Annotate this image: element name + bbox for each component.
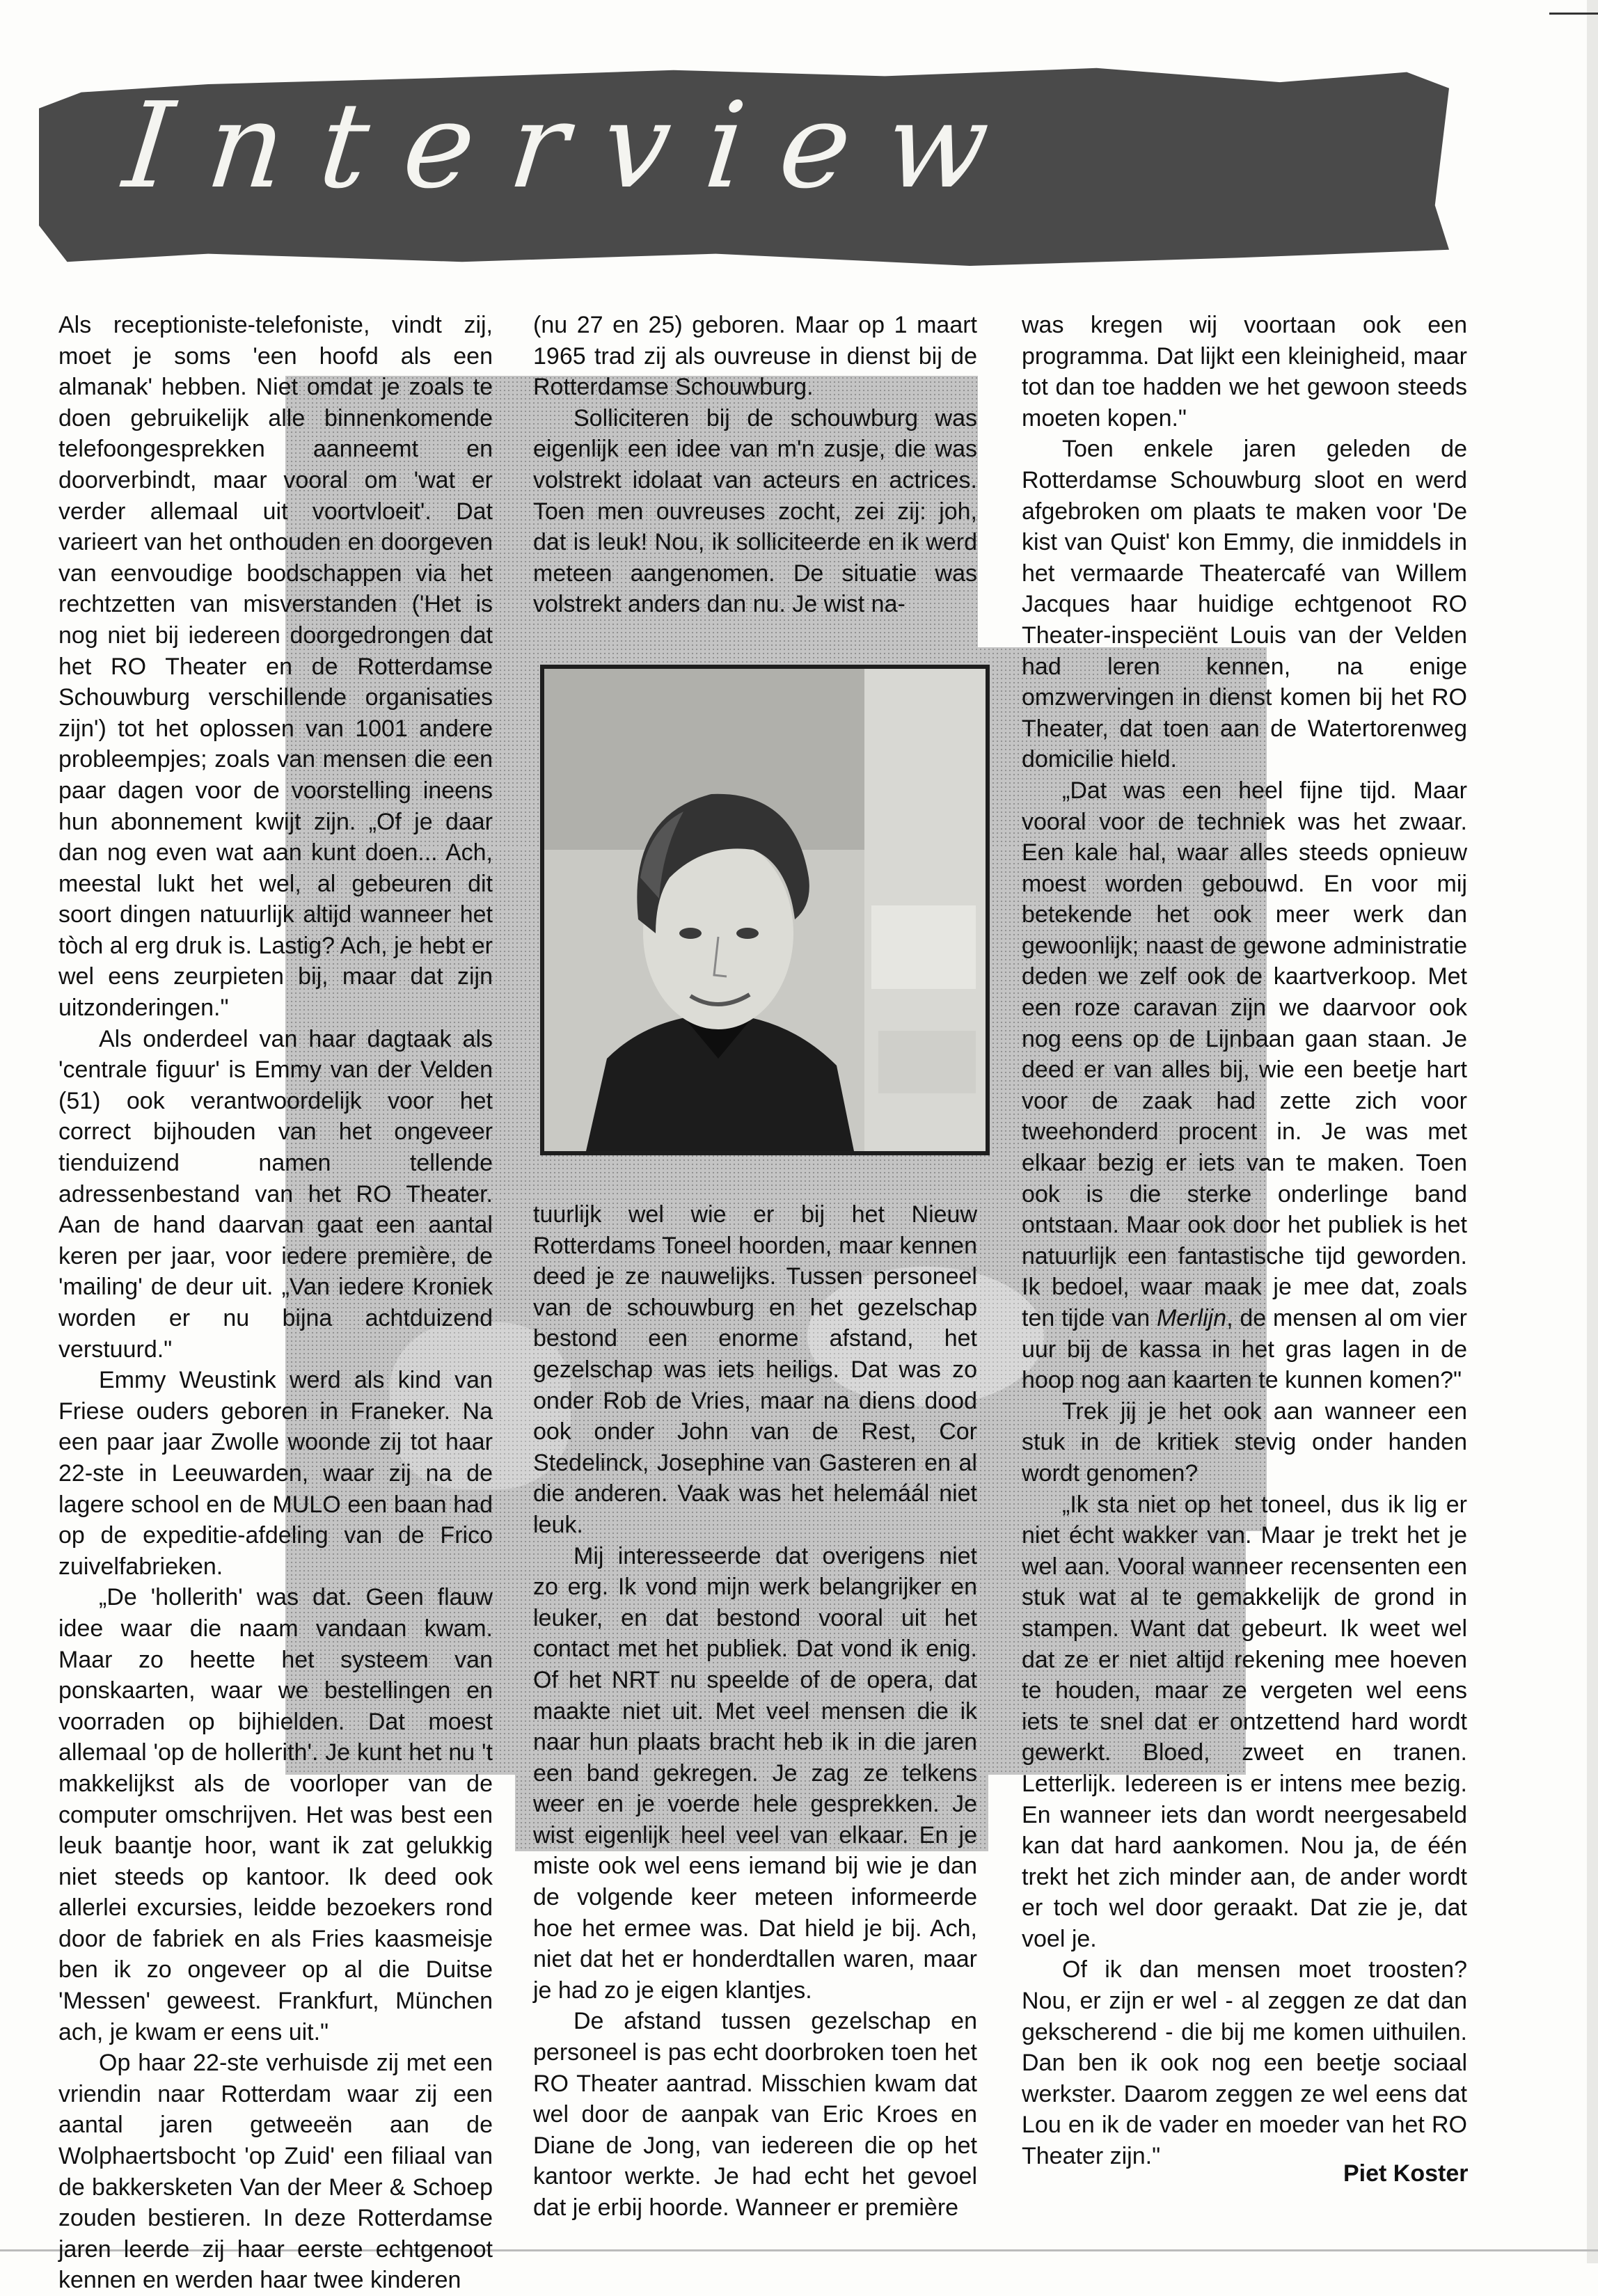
page-edge [1587, 0, 1598, 2263]
paragraph: „Ik sta niet op het toneel, dus ik lig er niet écht wakker van. Maar je trekt het je wel aan. Vooral wanneer recensenten een stuk wat al te gemakkelijk de grond in stampen. Want dat gebeurt. Ik weet wel dat ze er niet altijd rekening mee hoeven te houden, maar ze vergeten wel eens iets te snel dat er ontzettend hard wordt gewerkt. Bloed, zweet en tranen. Letterlijk. Iedereen is er intens mee bezig. En wanneer iets dan wordt neergesabeld kan dat hard aankomen. Nou ja, de één trekt het zich minder aan, de ander wordt er toch wel door geraakt. Dat zie je, dat voel je. [1022, 1491, 1467, 1952]
paragraph: Als onderdeel van haar dagtaak als 'centrale figuur' is Emmy van der Velden (51) ook verantwoordelijk voor het correct bijhouden van het ongeveer tienduizend namen tellende adressenbestand van het RO Theater. Aan de hand daarvan gaat een aantal keren per jaar, voor iedere première, de 'mailing' de deur uit. „Van iedere Kroniek worden er nu bijna achtduizend verstuurd." [58, 1025, 493, 1363]
paragraph: (nu 27 en 25) geboren. Maar op 1 maart 1965 trad zij als ouvreuse in dienst bij de Rotterdamse Schouwburg. [533, 312, 977, 401]
page-title: Interview [118, 77, 1031, 215]
paragraph: Of ik dan mensen moet troosten? Nou, er zijn er wel - al zeggen ze dat dan gekscherend - die bij me komen uithuilen. Dan ben ik ook nog een beetje sociaal werkster. Daarom zeggen ze wel eens dat Lou en ik de vader en moeder van het RO Theater zijn." [1022, 1956, 1467, 2170]
play-title: Merlijn [1156, 1305, 1227, 1331]
article-column-3 [1022, 310, 1467, 2217]
portrait-photo [540, 665, 990, 1155]
paragraph: Als receptioniste-telefoniste, vindt zij, moet je soms 'een hoofd als een almanak' hebben. Niet omdat je zoals te doen gebruikelijk alle binnenkomende telefoongesprekken aanneemt en doorverbindt, maar vooral om 'wat er verder allemaal uit voortvloeit'. Dat varieert van het onthouden en doorgeven van eenvoudige boodschappen via het rechtzetten van misverstanden ('Het is nog niet bij iedereen doorgedrongen dat het RO Theater en de Rotterdamse Schouwburg verschillende organisaties zijn') tot het oplossen van 1001 andere probleempjes; zoals van mensen die een paar dagen voor de voorstelling ineens hun abonnement kwijt zijn. „Of je daar dan nog even wat aan kunt doen... Ach, meestal lukt het wel, al gebeuren dit soort dingen natuurlijk altijd wanneer het tòch al erg druk is. Lastig? Ach, je hebt er wel eens zeurpieten bij, maar dat zijn uitzonderingen." [58, 312, 493, 1022]
paragraph: Op haar 22-ste verhuisde zij met een vriendin naar Rotterdam waar zij een aantal jaren getweeën aan de Wolphaertsbocht 'op Zuid' een filiaal van de bakkersketen Van der Meer & Schoep zouden bestieren. In deze Rotterdamse jaren leerde zij haar eerste echtgenoot kennen en werden haar twee kinderen [58, 2050, 493, 2294]
paragraph: tuurlijk wel wie er bij het Nieuw Rotterdams Toneel hoorden, maar kennen deed je ze nauwelijks. Tussen personeel van de schouwburg en het gezelschap bestond een enorme afstand, het gezelschap was iets heiligs. Dat was zo onder Rob de Vries, maar na diens dood ook onder John van de Rest, Cor Stedelinck, Josephine van Gasteren en al die anderen. Vaak was het helemáál niet leuk. [533, 1201, 977, 1538]
paragraph: Mij interesseerde dat overigens niet zo erg. Ik vond mijn werk belangrijker en leuker, en dat bestond vooral uit het contact met het publiek. Dat vond ik enig. Of het NRT nu speelde of de opera, dat maakte niet uit. Met veel mensen die ik naar hun plaats bracht heb ik in die jaren een band gekregen. Je zag ze telkens weer en je voerde hele gesprekken. Je wist eigenlijk heel veel van elkaar. En je miste ook wel eens iemand bij wie je dan de volgende keer meteen informeerde hoe het ermee was. Dat hield je bij. Ach, niet dat het er honderdtallen waren, maar je had zo je eigen klantjes. [533, 1542, 977, 2004]
paragraph: De afstand tussen gezelschap en personeel is pas echt doorbroken toen het RO Theater aantrad. Misschien kwam dat wel door de aanpak van Eric Kroes en Diane de Jong, van iedereen die op het kantoor werkte. Je had echt het gevoel dat je erbij hoorde. Wanneer er première [533, 2008, 977, 2221]
portrait-illustration [544, 669, 986, 1151]
author-byline: Piet Koster [1343, 2160, 1469, 2187]
article-column-1 [58, 310, 493, 2294]
paragraph [1022, 775, 1467, 1396]
paragraph: was kregen wij voortaan ook een programma. Dat lijkt een kleinigheid, maar tot dan toe hadden we het gewoon steeds moeten kopen." [1022, 312, 1467, 432]
question: Trek jij je het ook aan wanneer een stuk in de kritiek stevig onder handen wordt genomen? [1022, 1398, 1467, 1487]
article-column-2 [533, 310, 977, 2221]
paragraph: „De 'hollerith' was dat. Geen flauw idee waar die naam vandaan kwam. Maar zo heette het systeem van ponskaarten, waar we bestellingen en voorraden op bijhielden. Dat moest allemaal 'op de hollerith'. Je kunt het nu 't makkelijkst als de voorloper van de computer omschrijven. Het was best een leuk baantje hoor, want ik zat gelukkig niet steeds op kantoor. Ik deed ook allerlei excursies, leidde bezoekers rond door de fabriek en als Fries kaasmeisje ben ik zo ongeveer op al die Duitse 'Messen' geweest. Frankfurt, München ach, je kwam er eens uit." [58, 1584, 493, 2045]
scan-mark [1549, 13, 1598, 15]
paragraph-text: „Dat was een heel fijne tijd. Maar vooral voor de techniek was het zwaar. Een kale hal, waar alles steeds opnieuw moest worden gebouwd. En voor mij betekende het ook meer werk dan gewoonlijk; naast de gewone administratie deden we zelf ook de kaartverkoop. Met een roze caravan zijn we daarvoor ook nog eens op de Lijnbaan gaan staan. Je deed er van alles bij, wie een beetje hart voor de zaak had zette zich voor tweehonderd procent in. Je was met elkaar bezig er iets van te maken. Toen ook is die sterke onderlinge band ontstaan. Maar ook door het publiek is het natuurlijk een fantastische tijd geworden. Ik bedoel, waar maak je mee dat, zoals ten tijde van [1022, 777, 1467, 1331]
column-continuation [533, 1199, 977, 2224]
paragraph: Solliciteren bij de schouwburg was eigenlijk een idee van m'n zusje, die was volstrekt idolaat van acteurs en actrices. Toen men ouvreuses zocht, zei zij: joh, dat is leuk! Nou, ik solliciteerde en ik werd meteen aangenomen. De situatie was volstrekt anders dan nu. Je wist na- [533, 404, 977, 618]
paragraph-text: , de mensen al om vier uur bij de kassa in het gras lagen in de hoop nog aan kaarten te kunnen komen?" [1022, 1305, 1467, 1394]
paragraph: Emmy Weustink werd als kind van Friese ouders geboren in Franeker. Na een paar jaar Zwolle woonde zij tot haar 22-ste in Leeuwarden, waar zij na de lagere school en de MULO een baan had op de expeditie-afdeling van de Frico zuivelfabrieken. [58, 1367, 493, 1580]
paragraph: Toen enkele jaren geleden de Rotterdamse Schouwburg sloot en werd afgebroken om plaats te maken voor 'De kist van Quist' kon Emmy, die inmiddels in het vermaarde Theatercafé van Willem Jacques haar huidige echtgenoot RO Theater-inspeciënt Louis van der Velden had leren kennen, na enige omzwervingen in dienst komen bij het RO Theater, dat toen aan de Watertorenweg domicilie hield. [1022, 436, 1467, 773]
